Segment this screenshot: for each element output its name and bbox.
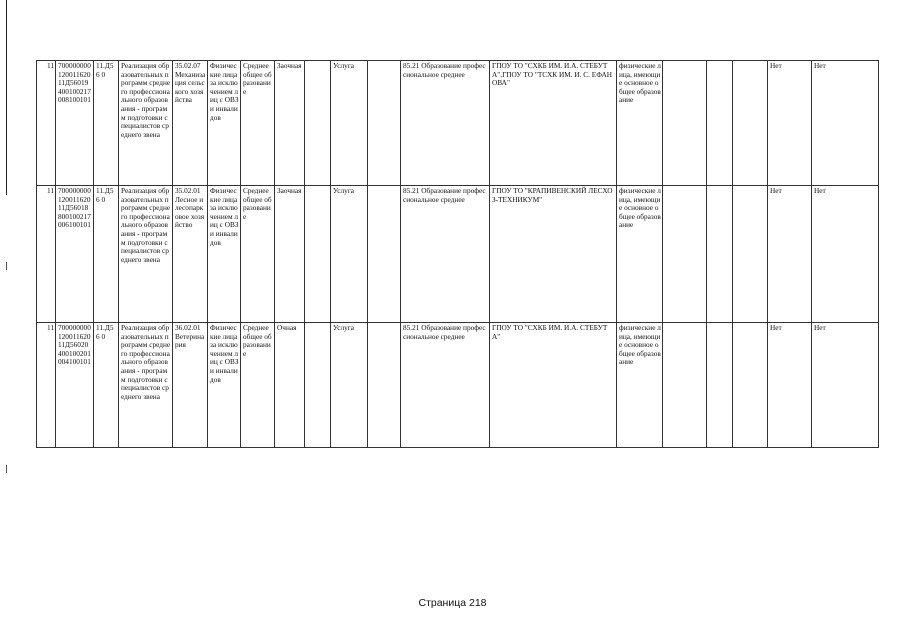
empty-cell xyxy=(733,61,768,186)
flag-cell: Нет xyxy=(812,186,879,323)
page-number: Страница 218 xyxy=(418,597,487,609)
okved-code: 85.21 Образование профессиональное среднее xyxy=(401,61,490,186)
consumers: физические лица, имеющие основное общее образование xyxy=(617,323,663,448)
consumer-category: Физические лица за исключением лиц с ОВЗ и инвалидов xyxy=(208,61,241,186)
specialty: 35.02.07 Механизация сельского хозяйства xyxy=(173,61,208,186)
empty-cell xyxy=(663,323,707,448)
consumers: физические лица, имеющие основное общее образование xyxy=(617,186,663,323)
program-name: Реализация образовательных программ среднего профессионального образования - программ подготовки специалистов среднего звена xyxy=(119,186,173,323)
consumer-category: Физические лица за исключением лиц с ОВЗ и инвалидов xyxy=(208,186,241,323)
empty-cell xyxy=(305,186,331,323)
service-code: 11.Д56 0 xyxy=(94,323,119,448)
empty-cell xyxy=(733,186,768,323)
empty-cell xyxy=(733,323,768,448)
services-table xyxy=(36,60,879,448)
table-row xyxy=(37,323,879,448)
study-form: Заочная xyxy=(275,61,305,186)
organization-names: ГПОУ ТО "СХКБ ИМ. И.А. СТЕБУТА" xyxy=(490,323,617,448)
table-row xyxy=(37,61,879,186)
registry-code: 700000000 120011620 11Д56018 800100217 006100101 xyxy=(56,186,94,323)
service-type: Услуга xyxy=(331,186,368,323)
program-name: Реализация образовательных программ среднего профессионального образования - программ подготовки специалистов среднего звена xyxy=(119,323,173,448)
row-number: 11 xyxy=(37,186,56,323)
service-type: Услуга xyxy=(331,323,368,448)
okved-code: 85.21 Образование профессиональное среднее xyxy=(401,186,490,323)
empty-cell xyxy=(663,61,707,186)
consumers: физические лица, имеющие основное общее образование xyxy=(617,61,663,186)
empty-cell xyxy=(368,61,401,186)
education-level: Среднее общее образование xyxy=(241,323,275,448)
empty-cell xyxy=(707,323,733,448)
left-margin-tick xyxy=(6,465,7,473)
table-row xyxy=(37,186,879,323)
organization-names: ГПОУ ТО "СХКБ ИМ. И.А. СТЕБУТА",ГПОУ ТО "ТСХК ИМ. И. С. ЕФАНОВА" xyxy=(490,61,617,186)
program-name: Реализация образовательных программ среднего профессионального образования - программ подготовки специалистов среднего звена xyxy=(119,61,173,186)
registry-code: 700000000 120011620 11Д56019 400100217 008100101 xyxy=(56,61,94,186)
empty-cell xyxy=(368,186,401,323)
left-margin-line xyxy=(6,0,7,195)
study-form: Заочная xyxy=(275,186,305,323)
flag-cell: Нет xyxy=(812,61,879,186)
flag-cell: Нет xyxy=(812,323,879,448)
empty-cell xyxy=(707,186,733,323)
education-level: Среднее общее образование xyxy=(241,186,275,323)
flag-cell: Нет xyxy=(768,186,812,323)
service-code: 11.Д56 0 xyxy=(94,61,119,186)
service-code: 11.Д56 0 xyxy=(94,186,119,323)
empty-cell xyxy=(707,61,733,186)
specialty: 35.02.01 Лесное и лесопарковое хозяйство xyxy=(173,186,208,323)
education-level: Среднее общее образование xyxy=(241,61,275,186)
empty-cell xyxy=(368,323,401,448)
consumer-category: Физические лица за исключением лиц с ОВЗ и инвалидов xyxy=(208,323,241,448)
row-number: 11 xyxy=(37,323,56,448)
okved-code: 85.21 Образование профессиональное среднее xyxy=(401,323,490,448)
flag-cell: Нет xyxy=(768,61,812,186)
service-type: Услуга xyxy=(331,61,368,186)
row-number: 11 xyxy=(37,61,56,186)
left-margin-tick xyxy=(6,262,7,270)
empty-cell xyxy=(305,61,331,186)
registry-code: 700000000 120011620 11Д56020 400100201 004100101 xyxy=(56,323,94,448)
empty-cell xyxy=(663,186,707,323)
empty-cell xyxy=(305,323,331,448)
flag-cell: Нет xyxy=(768,323,812,448)
organization-names: ГПОУ ТО "КРАПИВЕНСКИЙ ЛЕСХОЗ-ТЕХНИКУМ" xyxy=(490,186,617,323)
study-form: Очная xyxy=(275,323,305,448)
specialty: 36.02.01 Ветеринария xyxy=(173,323,208,448)
